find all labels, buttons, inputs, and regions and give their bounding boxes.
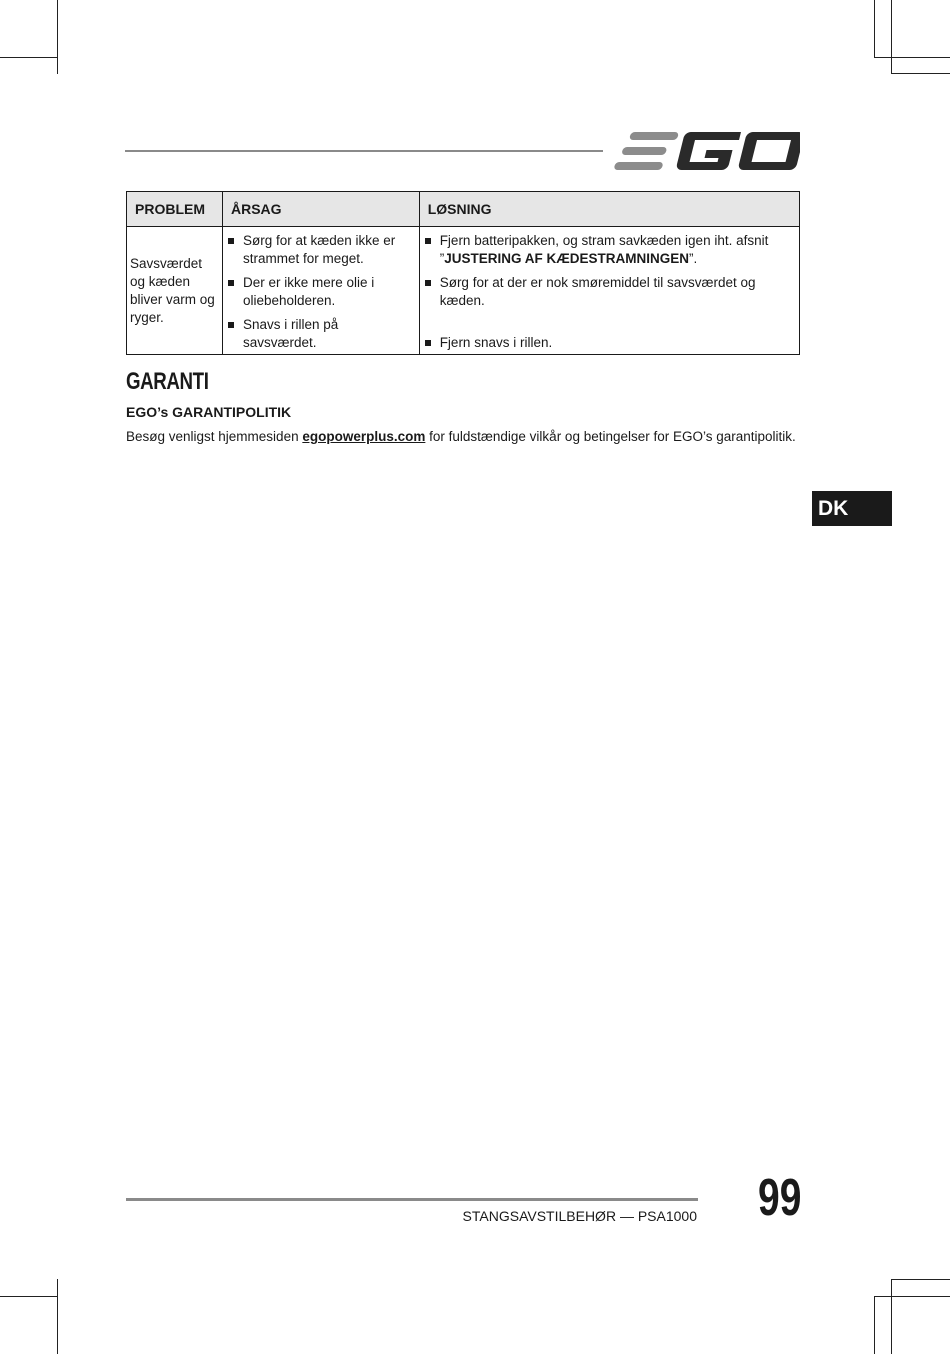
footer-product: STANGSAVSTILBEHØR — PSA1000 — [462, 1208, 697, 1224]
solution-text: ”. — [688, 251, 698, 266]
bullet-icon — [228, 280, 234, 286]
troubleshooting-table — [126, 191, 800, 355]
solution-cell — [419, 227, 799, 355]
solution-text: Sørg for at der er nok smøremiddel til savsværdet og kæden. — [439, 275, 756, 308]
crop-mark — [57, 1279, 58, 1354]
column-header-solution: LØSNING — [419, 192, 799, 227]
crop-mark — [874, 57, 950, 58]
list-item — [420, 274, 799, 310]
list-item — [420, 334, 799, 352]
table-row — [127, 227, 800, 355]
page-number: 99 — [758, 1169, 802, 1227]
warranty-text — [126, 429, 796, 444]
cause-text: Sørg for at kæden ikke er strammet for meget. — [242, 233, 396, 266]
section-reference: JUSTERING AF KÆDESTRAMNINGEN — [444, 251, 689, 266]
crop-mark — [874, 1296, 950, 1297]
problem-cell: Savsværdet og kæden bliver varm og ryger. — [127, 227, 223, 355]
column-header-cause: ÅRSAG — [222, 192, 419, 227]
crop-mark — [891, 0, 892, 74]
crop-mark — [874, 0, 875, 58]
solution-text: Fjern snavs i rillen. — [439, 335, 553, 350]
bullet-icon — [425, 340, 431, 346]
crop-mark — [57, 0, 58, 74]
footer-rule — [126, 1198, 698, 1201]
crop-mark — [874, 1296, 875, 1354]
solution-text: Fjern batteripakken, og stram savkæden igen iht. afsnit ” — [439, 233, 769, 266]
list-item — [420, 232, 799, 268]
crop-mark — [891, 73, 950, 74]
cause-text: Snavs i rillen på savsværdet. — [242, 317, 339, 350]
bullet-icon — [228, 322, 234, 328]
section-title: GARANTI — [126, 368, 209, 395]
crop-mark — [0, 1296, 58, 1297]
warranty-text-end: for fuldstændige vilkår og betingelser for EGO’s garantipolitik. — [425, 429, 796, 444]
bullet-icon — [425, 238, 431, 244]
ego-logo — [614, 128, 800, 174]
website-link[interactable]: egopowerplus.com — [302, 429, 426, 444]
cause-cell — [222, 227, 419, 355]
crop-mark — [891, 1279, 950, 1280]
list-item — [223, 274, 419, 310]
warranty-text-start: Besøg venligst hjemmesiden — [126, 429, 303, 444]
table-header-row — [127, 192, 800, 227]
section-subtitle: EGO’s GARANTIPOLITIK — [126, 404, 292, 420]
column-header-problem: PROBLEM — [127, 192, 223, 227]
crop-mark — [891, 1279, 892, 1354]
bullet-icon — [425, 280, 431, 286]
bullet-icon — [228, 238, 234, 244]
cause-text: Der er ikke mere olie i oliebeholderen. — [242, 275, 375, 308]
language-tab: DK — [812, 491, 892, 526]
header-rule — [125, 150, 603, 152]
list-item — [223, 232, 419, 268]
list-item — [223, 316, 419, 352]
crop-mark — [0, 57, 58, 58]
